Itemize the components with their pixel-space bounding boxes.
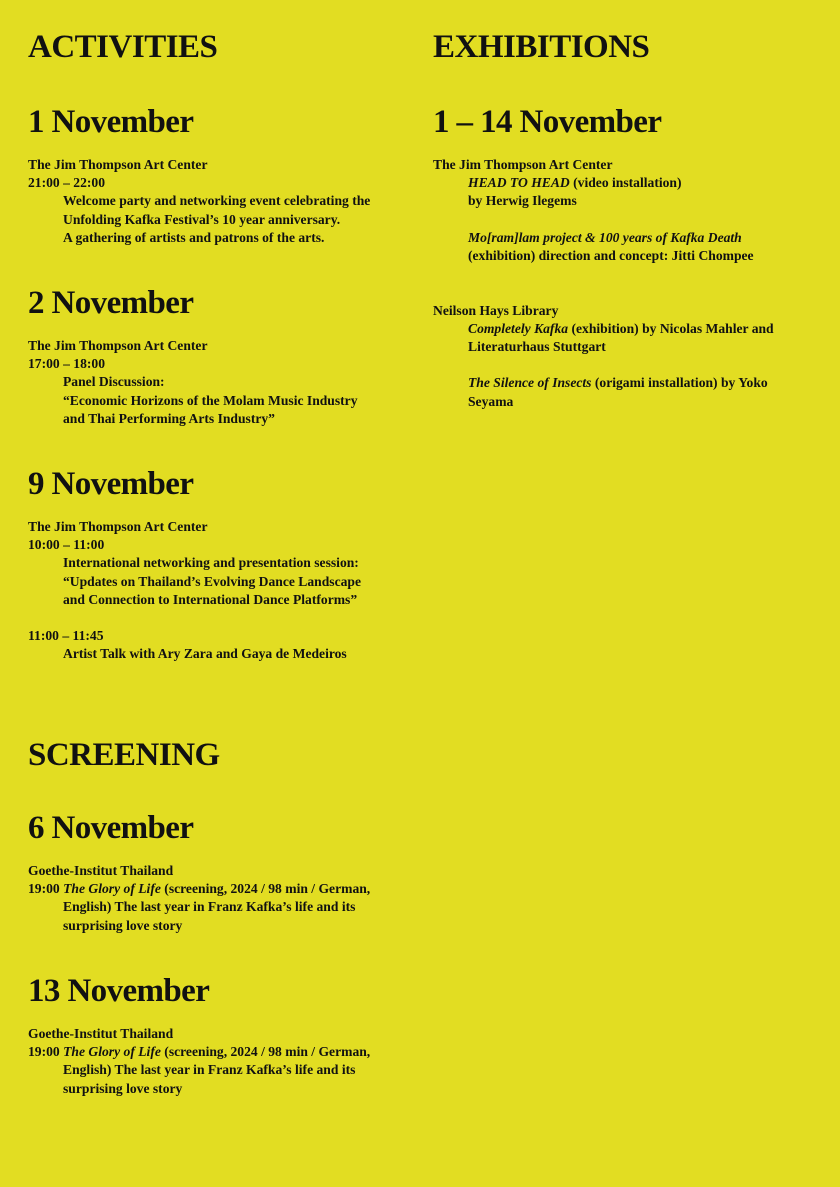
time: 21:00 – 22:00: [28, 175, 106, 191]
description-line: Unfolding Kafka Festival’s 10 year anniversary.: [63, 211, 341, 227]
screening-line: [28, 880, 428, 898]
exhibit-line: [433, 229, 833, 247]
activity-date-3: 9 November: [28, 466, 194, 502]
description-line: International networking and presentation session:: [63, 555, 359, 571]
exhibitions-heading: EXHIBITIONS: [433, 29, 650, 65]
activity-date-2: 2 November: [28, 285, 194, 321]
exhibit-line: by Herwig Ilegems: [468, 193, 577, 209]
venue: Goethe-Institut Thailand: [28, 863, 174, 878]
exhibit-line: Completely Kafka (exhibition) by Nicolas Mahler and: [468, 320, 774, 336]
exhibit-title: HEAD TO HEAD: [468, 175, 570, 191]
description-line: surprising love story: [63, 917, 183, 933]
venue: The Jim Thompson Art Center: [28, 338, 208, 353]
exhibit-line: The Silence of Insects (origami installation) by Yoko: [468, 375, 768, 391]
activity-3: [28, 518, 428, 664]
activity-1: [28, 156, 428, 247]
description-line: A gathering of artists and patrons of the arts.: [63, 229, 325, 245]
activity-2: [28, 337, 428, 428]
venue: The Jim Thompson Art Center: [28, 157, 208, 172]
screening-1: [28, 862, 428, 935]
exhibit-title: Mo[ram]lam project & 100 years of Kafka Death: [468, 229, 742, 245]
time: 10:00 – 11:00: [28, 537, 105, 553]
time: 17:00 – 18:00: [28, 356, 106, 372]
exhibit-line: Seyama: [468, 393, 514, 409]
screening-date-2: 13 November: [28, 973, 210, 1009]
exhibit-title: Completely Kafka: [468, 320, 569, 336]
description-line: “Updates on Thailand’s Evolving Dance Landscape: [63, 573, 362, 589]
venue: The Jim Thompson Art Center: [28, 519, 208, 534]
description-line: Panel Discussion:: [63, 374, 165, 390]
exhibitions-list: [433, 156, 833, 411]
exhibit-title: The Silence of Insects: [468, 375, 592, 391]
exhibit-line: Literaturhaus Stuttgart: [468, 338, 606, 354]
description-line: Artist Talk with Ary Zara and Gaya de Medeiros: [63, 646, 347, 662]
film-info: (screening, 2024 / 98 min / German,: [164, 1044, 371, 1060]
screening-heading: SCREENING: [28, 737, 220, 773]
venue: Goethe-Institut Thailand: [28, 1026, 174, 1041]
description-line: English) The last year in Franz Kafka’s life and its: [63, 899, 356, 915]
exhibitions-date: 1 – 14 November: [433, 104, 662, 140]
screening-line: [28, 1043, 428, 1061]
activity-date-1: 1 November: [28, 104, 194, 140]
time: 11:00 – 11:45: [28, 628, 104, 644]
screening-date-1: 6 November: [28, 810, 194, 846]
venue: The Jim Thompson Art Center: [433, 157, 613, 172]
activities-heading: ACTIVITIES: [28, 29, 218, 65]
description-line: and Connection to International Dance Platforms”: [63, 591, 358, 607]
description-line: Welcome party and networking event celebrating the: [63, 193, 371, 209]
description-line: “Economic Horizons of the Molam Music Industry: [63, 392, 358, 408]
film-title: The Glory of Life: [63, 1044, 165, 1060]
time: 19:00: [28, 881, 64, 897]
film-info: (screening, 2024 / 98 min / German,: [164, 881, 371, 897]
description-line: surprising love story: [63, 1080, 183, 1096]
time: 19:00: [28, 1044, 64, 1060]
description-line: and Thai Performing Arts Industry”: [63, 410, 275, 426]
exhibit-line: HEAD TO HEAD (video installation): [468, 175, 682, 191]
venue: Neilson Hays Library: [433, 302, 559, 318]
screening-2: [28, 1025, 428, 1098]
description-line: English) The last year in Franz Kafka’s life and its: [63, 1062, 356, 1078]
exhibit-line: (exhibition) direction and concept: Jitti Chompee: [468, 248, 754, 263]
film-title: The Glory of Life: [63, 881, 165, 897]
